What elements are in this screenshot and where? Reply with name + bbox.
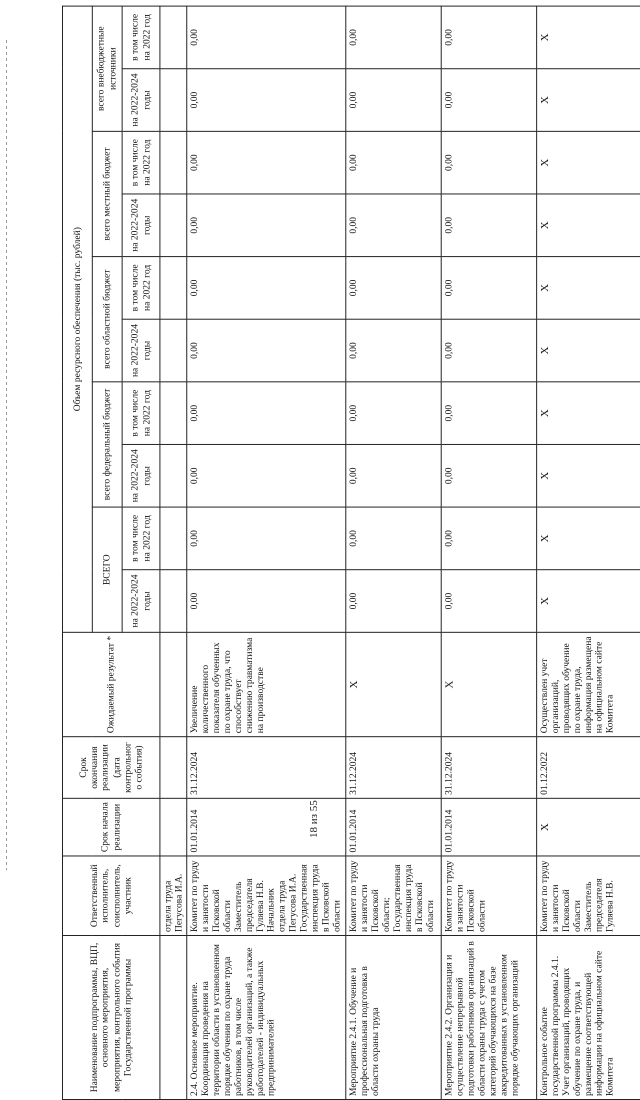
row-result-cell: Осуществлен учет организаций, проводящих обучение по охране труда, информация размещена на официальном сайте Комитета xyxy=(536,632,640,736)
resource-table xyxy=(62,6,640,1100)
row-amount-cell: Х xyxy=(536,69,640,132)
row-responsible-cell: отдела труда Пегусова И.А. xyxy=(160,856,187,936)
row-start-cell: 01.01.2014 xyxy=(441,798,536,856)
header-sub-year: в том числе на 2022 год xyxy=(122,507,160,570)
header-sub-period: на 2022-2024 годы xyxy=(122,69,160,132)
row-amount-cell: 0,00 xyxy=(441,257,536,320)
row-amount-cell: 0,00 xyxy=(345,507,440,570)
row-amount-cell: 0,00 xyxy=(345,131,440,194)
header-sub-period: на 2022-2024 годы xyxy=(122,444,160,507)
row-amount-cell: 0,00 xyxy=(441,444,536,507)
header-sub-period: на 2022-2024 годы xyxy=(122,319,160,382)
row-amount-cell xyxy=(160,319,187,382)
header-name: Наименование подпрограммы, ВЦП, основного мероприятия, мероприятия, контрольного события Государственной программы xyxy=(62,935,159,1099)
table-row xyxy=(536,6,640,1099)
row-amount-cell xyxy=(160,444,187,507)
header-sub-period: на 2022-2024 годы xyxy=(122,570,160,633)
row-end-cell xyxy=(160,737,187,799)
row-amount-cell: 0,00 xyxy=(345,69,440,132)
row-amount-cell: 0,00 xyxy=(441,6,536,69)
row-amount-cell: Х xyxy=(536,257,640,320)
header-start: Срок начала реализации xyxy=(62,798,159,856)
row-name-cell: 2.4. Основное мероприятие. Координация проведения на территории области в установленном порядке обучения по охране труда работников, в том числе руководителей организаций, а также работодателей - индивидуальных предпринимателей xyxy=(187,935,345,1099)
row-amount-cell xyxy=(160,69,187,132)
row-amount-cell: 0,00 xyxy=(345,194,440,257)
row-name-cell: Мероприятие 2.4.1. Обучение и профессиональная подготовка в области охраны труда xyxy=(345,935,440,1099)
header-federal: всего федеральный бюджет xyxy=(92,382,122,507)
header-responsible: Ответственный исполнитель, соисполнитель, участник xyxy=(62,856,159,936)
row-start-cell: 01.01.2014 xyxy=(187,798,345,856)
row-amount-cell: 0,00 xyxy=(187,69,345,132)
row-amount-cell xyxy=(160,6,187,69)
table-row xyxy=(160,6,187,1099)
row-start-cell xyxy=(160,798,187,856)
row-result-cell: Х xyxy=(345,632,440,736)
header-result: Ожидаемый результат * xyxy=(62,632,159,736)
row-amount-cell: 0,00 xyxy=(345,382,440,445)
row-amount-cell: 0,00 xyxy=(187,194,345,257)
row-responsible-cell: Комитет по труду и занятости Псковской области xyxy=(441,856,536,936)
row-amount-cell: Х xyxy=(536,319,640,382)
row-amount-cell xyxy=(160,257,187,320)
row-amount-cell: 0,00 xyxy=(187,319,345,382)
row-amount-cell: 0,00 xyxy=(187,507,345,570)
header-end: Срок окончания реализации (дата контрольного события) xyxy=(62,737,159,799)
row-amount-cell: 0,00 xyxy=(187,570,345,633)
row-amount-cell: 0,00 xyxy=(345,257,440,320)
header-sub-year: в том числе на 2022 год xyxy=(122,257,160,320)
row-amount-cell: 0,00 xyxy=(187,382,345,445)
row-amount-cell: 0,00 xyxy=(345,319,440,382)
row-result-cell: Увеличение количественного показателя обученных по охране труда, что способствует снижению травматизма на производстве xyxy=(187,632,345,736)
row-start-cell: 01.01.2014 xyxy=(345,798,440,856)
header-sub-year: в том числе на 2022 год xyxy=(122,131,160,194)
row-responsible-cell: Комитет по труду и занятости Псковской области; Государственная инспекция труда в Псковской области xyxy=(345,856,440,936)
table-body xyxy=(160,6,640,1099)
row-amount-cell: 0,00 xyxy=(441,382,536,445)
row-amount-cell: 0,00 xyxy=(187,6,345,69)
row-amount-cell: 0,00 xyxy=(187,444,345,507)
row-end-cell: 01.12.2022 xyxy=(536,737,640,799)
rotated-table-sheet xyxy=(62,7,619,1100)
row-responsible-cell: Комитет по труду и занятости Псковской области Заместитель председателя Гуляева Н.В. xyxy=(536,856,640,936)
row-name-cell: Контрольное событие государственной программы 2.4.1. Учет организаций, проводящих обучение по охране труда, и размещение соответствующей информации на официальном сайте Комитета xyxy=(536,935,640,1099)
table-row xyxy=(441,6,536,1099)
row-amount-cell: 0,00 xyxy=(345,570,440,633)
row-amount-cell: 0,00 xyxy=(187,131,345,194)
row-result-cell xyxy=(160,632,187,736)
header-total: ВСЕГО xyxy=(92,507,122,632)
row-amount-cell: Х xyxy=(536,194,640,257)
row-amount-cell: Х xyxy=(536,444,640,507)
header-extra: всего внебюджетные источники xyxy=(92,6,122,131)
row-amount-cell: 0,00 xyxy=(187,257,345,320)
row-amount-cell: Х xyxy=(536,382,640,445)
row-end-cell: 31.12.2024 xyxy=(345,737,440,799)
row-amount-cell: Х xyxy=(536,507,640,570)
row-amount-cell: 0,00 xyxy=(441,131,536,194)
header-local: всего местный бюджет xyxy=(92,131,122,256)
row-amount-cell: 0,00 xyxy=(345,6,440,69)
row-name-cell: Мероприятие 2.4.2. Организация и осуществление непрерывной подготовки работников организаций в области охраны труда с учетом категорий обучающихся на базе аккредитованных в установленном порядке обучающих организаций xyxy=(441,935,536,1099)
row-end-cell: 31.12.2024 xyxy=(187,737,345,799)
table-row xyxy=(345,6,440,1099)
header-sub-year: в том числе на 2022 год xyxy=(122,6,160,69)
row-amount-cell xyxy=(160,131,187,194)
row-name-cell xyxy=(160,935,187,1099)
header-sub-year: в том числе на 2022 год xyxy=(122,382,160,445)
row-amount-cell: 0,00 xyxy=(441,69,536,132)
header-funding: Объем ресурсного обеспечения (тыс. рублей) xyxy=(62,6,92,632)
row-amount-cell xyxy=(160,194,187,257)
binding-edge-line xyxy=(6,40,7,870)
row-end-cell: 31.12.2024 xyxy=(441,737,536,799)
row-result-cell: Х xyxy=(441,632,536,736)
row-responsible-cell: Комитет по труду и занятости Псковской области Заместитель председателя Гуляева Н.В. Начальник отдела труда Пегусова И.А. Государственная инспекция труда в Псковской области xyxy=(187,856,345,936)
row-amount-cell xyxy=(160,382,187,445)
row-amount-cell: Х xyxy=(536,570,640,633)
row-amount-cell: Х xyxy=(536,6,640,69)
row-start-cell: Х xyxy=(536,798,640,856)
row-amount-cell: Х xyxy=(536,131,640,194)
row-amount-cell xyxy=(160,507,187,570)
row-amount-cell: 0,00 xyxy=(441,570,536,633)
page-number: 18 из 55 xyxy=(308,800,320,838)
row-amount-cell xyxy=(160,570,187,633)
row-amount-cell: 0,00 xyxy=(345,444,440,507)
row-amount-cell: 0,00 xyxy=(441,507,536,570)
row-amount-cell: 0,00 xyxy=(441,319,536,382)
header-sub-period: на 2022-2024 годы xyxy=(122,194,160,257)
row-amount-cell: 0,00 xyxy=(441,194,536,257)
header-regional: всего областной бюджет xyxy=(92,257,122,382)
table-row xyxy=(187,6,345,1099)
